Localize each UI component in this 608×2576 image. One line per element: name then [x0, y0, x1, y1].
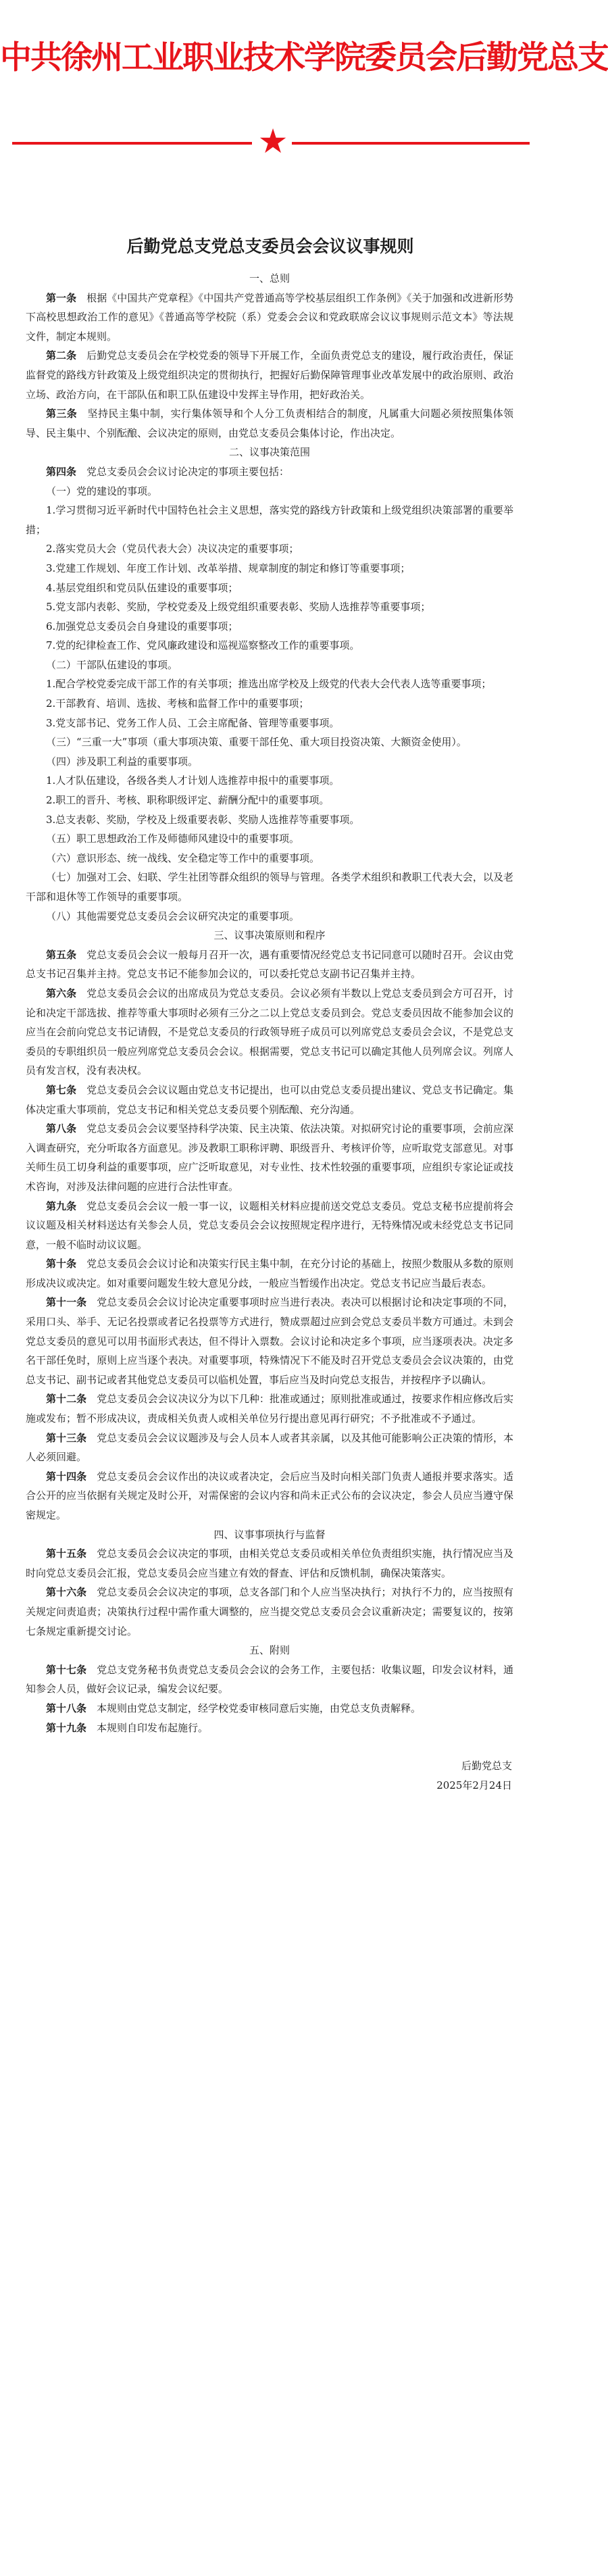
- article-paragraph: [26, 404, 513, 443]
- section-heading: 四、议事事项执行与监督: [213, 1528, 326, 1541]
- article-paragraph: [26, 346, 513, 404]
- article-text: 党总支委员会会议一般一事一议，议题相关材料应提前送交党总支委员。党总支秘书应提前将会议议题及相关材料送达有关参会人员，党总支委员会会议按照规定程序进行，无特殊情况或未经党总支书记同意，一般不临时动议议题。: [26, 1199, 513, 1251]
- article-label: 第六条: [46, 987, 77, 999]
- section-heading: 一、总则: [249, 272, 290, 284]
- article-label: 第九条: [46, 1199, 77, 1212]
- article-label: 第五条: [46, 948, 77, 961]
- list-item: 1.学习贯彻习近平新时代中国特色社会主义思想，落实党的路线方针政策和上级党组织决策部署的重要举措；: [26, 504, 513, 536]
- article-paragraph: [26, 1254, 513, 1293]
- list-item: 1.人才队伍建设，各级各类人才计划人选推荐申报中的重要事项。: [46, 774, 340, 787]
- article-paragraph: [26, 462, 513, 482]
- article-label: 第七条: [46, 1083, 77, 1096]
- article-text: 本规则由党总支制定，经学校党委审核同意后实施，由党总支负责解释。: [86, 1702, 422, 1714]
- article-paragraph: [26, 1429, 513, 1467]
- article-text: 党总支委员会会议一般每月召开一次，遇有重要情况经党总支书记同意可以随时召开。会议由党总支书记召集并主持。党总支书记不能参加会议的，可以委托党总支副书记召集并主持。: [26, 948, 513, 981]
- list-item: 2.职工的晋升、考核、职称职级评定、薪酬分配中的重要事项。: [46, 794, 330, 807]
- article-text: 党总支委员会会议决定的事项，由相关党总支委员或相关单位负责组织实施，执行情况应当及时向党总支委员会汇报，党总支委员会应当建立有效的督查、评估和反馈机制，确保决策落实。: [26, 1547, 513, 1579]
- list-item: 3.党支部书记、党务工作人员、工会主席配备、管理等重要事项。: [46, 716, 340, 729]
- article-text: 党总支委员会会议作出的决议或者决定，会后应当及时向相关部门负责人通报并要求落实。适合公开的应当依据有关规定及时公开，对需保密的会议内容和尚未正式公布的会议决定，参会人员应当遵守保密规定。: [26, 1470, 513, 1521]
- article-label: 第十九条: [46, 1721, 87, 1734]
- article-text: 坚持民主集中制，实行集体领导和个人分工负责相结合的制度，凡属重大问题必须按照集体领导、民主集中、个别酝酿、会议决定的原则，由党总支委员会集体讨论，作出决定。: [26, 407, 513, 439]
- article-paragraph: [26, 1293, 513, 1389]
- article-paragraph: [26, 289, 513, 347]
- header-rule-right: [292, 142, 530, 145]
- article-label: 第一条: [46, 291, 77, 304]
- header-rule-left: [12, 142, 252, 145]
- article-label: 第十六条: [46, 1586, 87, 1599]
- article-label: 第十一条: [46, 1296, 87, 1309]
- list-item: （七）加强对工会、妇联、学生社团等群众组织的领导与管理。各类学术组织和教职工代表大会，以及老干部和退休等工作领导的重要事项。: [26, 871, 513, 903]
- list-item: （五）职工思想政治工作及师德师风建设中的重要事项。: [46, 833, 300, 845]
- signature-line: 2025年2月24日: [436, 1779, 512, 1791]
- header-org-title: 中共徐州工业职业技术学院委员会后勤党总支: [0, 39, 608, 76]
- document-body: [26, 269, 513, 1795]
- article-text: 党总支委员会会议决议分为以下几种：批准或通过；原则批准或通过，按要求作相应修改后实施或发布；暂不形成决议，责成相关负责人或相关单位另行提出意见再行研究；不予批准或不予通过。: [26, 1393, 513, 1425]
- article-text: 党总支委员会会议讨论和决策实行民主集中制，在充分讨论的基础上，按照少数服从多数的原则形成决议或决定。如对重要问题发生较大意见分歧，一般应当暂缓作出决定。党总支书记应当最后表态。: [26, 1258, 513, 1289]
- list-item: （二）干部队伍建设的事项。: [46, 658, 178, 671]
- article-text: 党总支委员会会议讨论决定重要事项时应当进行表决。表决可以根据讨论和决定事项的不同，采用口头、举手、无记名投票或者记名投票等方式进行，赞成票超过应到会党总支委员半数方可通过。未到会党总支委员的意见可以用书面形式表达，但不得计入票数。会议讨论和决定多个事项，应当逐项表决。决定多名干部任免时，原则上应当逐个表决。对重要事项，特殊情况下不能及时召开党总支委员会会议决策的，由党总支书记、副书记或者其他党总支委员可以临机处置，事后应当及时向党总支报告，并按程序予以确认。: [26, 1296, 513, 1386]
- list-item: 5.党支部内表彰、奖励，学校党委及上级党组织重要表彰、奖励人选推荐等重要事项；: [46, 601, 431, 614]
- list-item: 1.配合学校党委完成干部工作的有关事项；推选出席学校及上级党的代表大会代表人选等重要事项；: [46, 678, 492, 691]
- list-item: （一）党的建设的事项。: [46, 485, 158, 497]
- article-label: 第十二条: [46, 1393, 87, 1406]
- list-item: （四）涉及职工利益的重要事项。: [46, 755, 199, 768]
- list-item: 3.总支表彰、奖励，学校及上级重要表彰、奖励人选推荐等重要事项。: [46, 813, 360, 826]
- signature-line: 后勤党总支: [461, 1760, 512, 1773]
- article-text: 党总支委员会会议的出席成员为党总支委员。会议必须有半数以上党总支委员到会方可召开，讨论和决定干部选拔、推荐等重大事项时必须有三分之二以上党总支委员到会。党总支委员因故不能参加会议的应当在会前向党总支书记请假，不是党总支委员的行政领导班子成员可以列席党总支委员会会议，不是党总支委员的专职组织员一般应列席党总支委员会会议。根据需要，党总支书记可以确定其他人员列席会议。列席人员有发言权，没有表决权。: [26, 987, 513, 1077]
- article-text: 后勤党总支委员会在学校党委的领导下开展工作，全面负责党总支的建设，履行政治责任，保证监督党的路线方针政策及上级党组织决定的贯彻执行，把握好后勤保障管理事业改革发展中的政治原则、政治立场、政治方向，在干部队伍和职工队伍建设中发挥主导作用，把好政治关。: [26, 349, 513, 401]
- spacer: [26, 1737, 513, 1756]
- section-heading: 五、附则: [249, 1644, 290, 1657]
- article-label: 第十七条: [46, 1663, 87, 1676]
- star-icon: ★: [257, 122, 288, 161]
- article-text: 党总支委员会会议讨论决定的事项主要包括：: [76, 465, 290, 478]
- list-item: 7.党的纪律检查工作、党风廉政建设和巡视巡察整改工作的重要事项。: [46, 639, 360, 652]
- article-label: 第二条: [46, 349, 77, 362]
- article-text: 党总支委员会会议要坚持科学决策、民主决策、依法决策。对拟研究讨论的重要事项，会前应深入调查研究，充分听取各方面意见。涉及教职工职称评聘、职级晋升、考核评价等，应听取党支部意见。对事关师生员工切身利益的重要事项，应广泛听取意见，对专业性、技术性较强的重要事项，应组织专家论证或技术咨询，对涉及法律问题的应进行合法性审查。: [26, 1122, 513, 1193]
- list-item: （三）“三重一大”事项（重大事项决策、重要干部任免、重大项目投资决策、大额资金使用）。: [46, 736, 467, 749]
- article-label: 第十五条: [46, 1547, 87, 1560]
- article-paragraph: [26, 1081, 513, 1119]
- article-label: 第十条: [46, 1258, 77, 1270]
- article-text: 党总支委员会会议议题由党总支书记提出，也可以由党总支委员提出建议、党总支书记确定。集体决定重大事项前，党总支书记和相关党总支委员要个别酝酿、充分沟通。: [26, 1083, 513, 1116]
- article-label: 第八条: [46, 1122, 77, 1135]
- document-title: 后勤党总支党总支委员会会议议事规则: [126, 237, 414, 256]
- list-item: （六）意识形态、统一战线、安全稳定等工作中的重要事项。: [46, 851, 320, 864]
- list-item: 6.加强党总支委员会自身建设的重要事项；: [46, 620, 238, 633]
- article-paragraph: [26, 1718, 513, 1738]
- list-item: 2.干部教育、培训、选拔、考核和监督工作中的重要事项；: [46, 697, 309, 710]
- article-text: 党总支委员会会议决定的事项，总支各部门和个人应当坚决执行；对执行不力的，应当按照有关规定问责追责；决策执行过程中需作重大调整的，应当提交党总支委员会会议重新决定；需要复议的，按第七条规定重新提交讨论。: [26, 1586, 513, 1637]
- section-heading: 三、议事决策原则和程序: [213, 929, 326, 942]
- article-text: 本规则自印发布起施行。: [86, 1721, 209, 1734]
- article-text: 党总支委员会会议议题涉及与会人员本人或者其亲属，以及其他可能影响公正决策的情形，本人必须回避。: [26, 1431, 513, 1464]
- article-text: 根据《中国共产党章程》《中国共产党普通高等学校基层组织工作条例》《关于加强和改进新形势下高校思想政治工作的意见》《普通高等学校院（系）党委会会议和党政联席会议议事规则示范文本》等法规文件，制定本规则。: [26, 291, 513, 343]
- article-paragraph: [26, 984, 513, 1081]
- article-paragraph: [26, 1660, 513, 1699]
- article-paragraph: [26, 1544, 513, 1583]
- article-label: 第十四条: [46, 1470, 87, 1483]
- article-paragraph: [26, 945, 513, 984]
- article-paragraph: [26, 1119, 513, 1196]
- article-paragraph: [26, 1699, 513, 1718]
- article-label: 第三条: [46, 407, 78, 420]
- article-paragraph: [26, 1389, 513, 1428]
- list-item: 3.党建工作规划、年度工作计划、改革举措、规章制度的制定和修订等重要事项；: [46, 562, 411, 574]
- list-item: 4.基层党组织和党员队伍建设的重要事项；: [46, 581, 238, 594]
- section-heading: 二、议事决策范围: [228, 446, 310, 459]
- article-paragraph: [26, 1197, 513, 1255]
- article-label: 第十三条: [46, 1431, 87, 1444]
- article-paragraph: [26, 1583, 513, 1641]
- list-item: （八）其他需要党总支委员会会议研究决定的重要事项。: [46, 910, 300, 922]
- article-paragraph: [26, 1467, 513, 1525]
- article-label: 第十八条: [46, 1702, 87, 1714]
- article-text: 党总支党务秘书负责党总支委员会会议的会务工作，主要包括：收集议题，印发会议材料，通知参会人员，做好会议记录，编发会议纪要。: [26, 1663, 513, 1695]
- list-item: 2.落实党员大会（党员代表大会）决议决定的重要事项；: [46, 543, 299, 555]
- article-label: 第四条: [46, 465, 77, 478]
